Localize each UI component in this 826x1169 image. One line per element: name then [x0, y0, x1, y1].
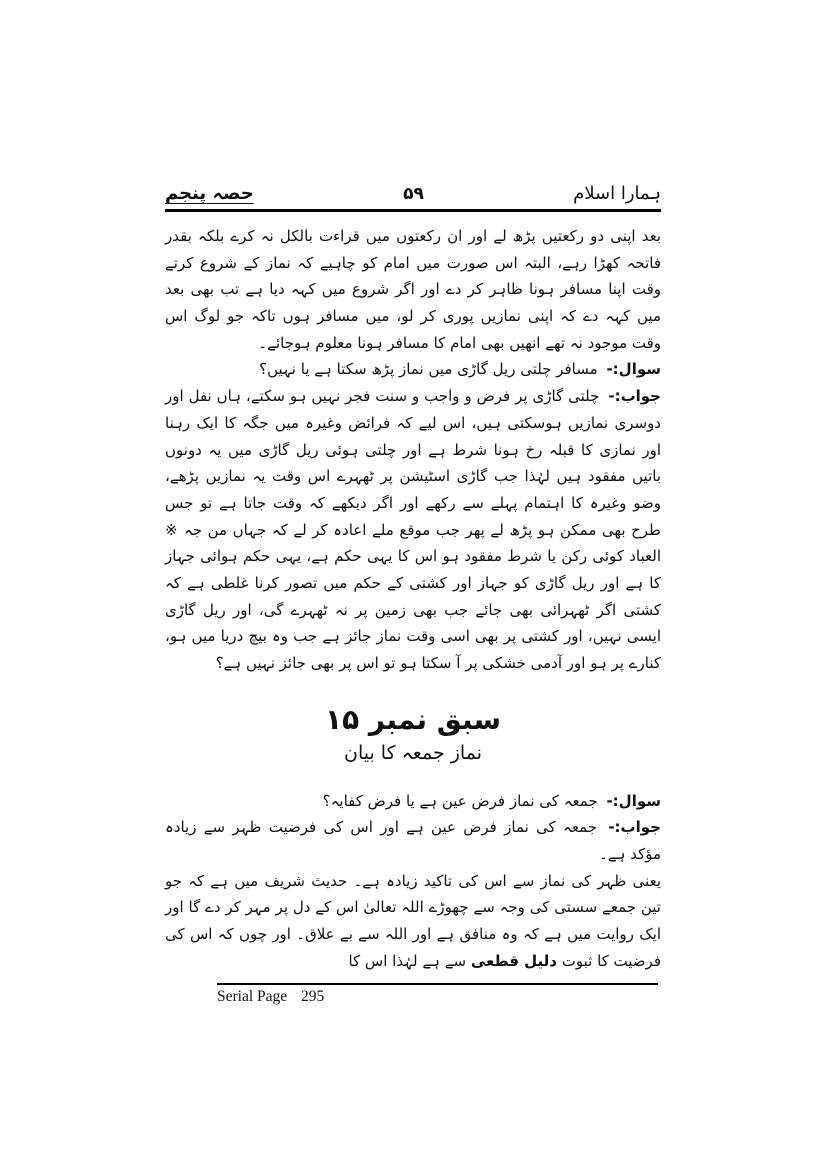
- answer-jumua: [165, 814, 661, 867]
- answer-text: چلتی گاڑی پر فرض و واجب و سنت فجر نہیں ہو سکتے، ہاں نفل اور دوسری نمازیں ہوسکتی ہیں، اس لیے کہ فرائض وغیرہ میں جگہ کا ایک رہنا اور نمازی کا قبلہ رخ ہونا شرط ہے اور چلتی ہوئی ریل گاڑی میں یہ دونوں باتیں مفقود ہیں لہٰذا جب گاڑی اسٹیشن پر ٹھہرے اس وقت یہ نمازیں پڑھے، وضو وغیرہ کا اہتمام پہلے سے رکھے اور اگر دیکھے کہ وقت جاتا ہے تو جس طرح بھی ممکن ہو پڑھ لے پھر جب موقع ملے اعادہ کر لے کہ جہاں من جہ ※ العباد کوئی رکن یا شرط مفقود ہو اس کا یہی حکم ہے، یہی حکم ہوائی جہاز کا ہے اور ریل گاڑی کو جہاز اور کشتی کے حکم میں تصور کرنا غلطی ہے کہ کشتی اگر ٹھہرائی بھی جائے جب بھی زمین پر نہ ٹھہرے گی، اور ریل گاڑی ایسی نہیں، اور کشتی پر بھی اسی وقت نماز جائز ہے جب وہ بیچ دریا میں ہو، کنارے پر ہو اور آدمی خشکی پر آ سکتا ہو تو اس پر بھی جائز نہیں ہے؟: [165, 387, 661, 672]
- header-rule: [165, 209, 661, 212]
- book-title: ہمارا اسلام: [573, 183, 661, 204]
- page-header: [165, 183, 661, 204]
- page-number: ۵۹: [403, 184, 424, 204]
- closing-text-before: یعنی ظہر کی نماز سے اس کی تاکید زیادہ ہے۔ حدیث شریف میں ہے کہ جو تین جمعے سستی کی وجہ سے چھوڑے اللہ تعالیٰ اس کے دل پر مہر کر دے گا اور ایک روایت میں ہے کہ وہ منافق ہے اور اللہ سے بے علاق۔ اور چوں کہ اس کی فرضیت کا ثبوت: [165, 871, 661, 970]
- page-footer: [217, 983, 658, 1006]
- lesson-heading: سبق نمبر ۱۵: [324, 702, 502, 736]
- serial-page-number: 295: [301, 987, 325, 1005]
- serial-page-label: Serial Page: [217, 987, 288, 1005]
- question-label: سوال:-: [606, 360, 661, 379]
- answer-travel-prayer: [165, 383, 661, 677]
- question-text: مسافر چلتی ریل گاڑی میں نماز پڑھ سکتا ہے یا نہیں؟: [259, 360, 598, 379]
- page-content: [165, 183, 661, 1006]
- closing-text-after: سے ہے لہٰذا اس کا: [348, 951, 471, 970]
- lesson-subheading: نماز جمعہ کا بیان: [344, 741, 482, 764]
- paragraph-closing: [165, 868, 661, 975]
- closing-bold-phrase: دلیل قطعی: [470, 951, 557, 970]
- question-label: سوال:-: [606, 791, 661, 810]
- paragraph-continuation: بعد اپنی دو رکعتیں پڑھ لے اور ان رکعتوں میں قراءت بالکل نہ کرے بلکہ بقدر فاتحہ کھڑا رہے، البتہ اس صورت میں امام کو چاہیے کہ نماز کے شروع کرتے وقت اپنا مسافر ہونا ظاہر کر دے اور اگر شروع میں کہہ دیا ہے تب بھی بعد میں کہہ دے کہ اپنی نمازیں پوری کر لو، میں مسافر ہوں تاکہ جو لوگ اس وقت موجود نہ تھے انھیں بھی امام کا مسافر ہونا معلوم ہوجائے۔: [165, 227, 661, 352]
- part-title: حصہ پنجم: [165, 183, 254, 204]
- question-travel-prayer: [165, 356, 661, 383]
- answer-label: جواب:-: [608, 387, 661, 406]
- answer-label: جواب:-: [608, 818, 661, 837]
- question-jumua: [165, 788, 661, 815]
- answer-text: جمعہ کی نماز فرض عین ہے اور اس کی فرضیت ظہر سے زیادہ مؤکد ہے۔: [165, 818, 661, 864]
- question-text: جمعہ کی نماز فرض عین ہے یا فرض کفایہ؟: [322, 791, 598, 810]
